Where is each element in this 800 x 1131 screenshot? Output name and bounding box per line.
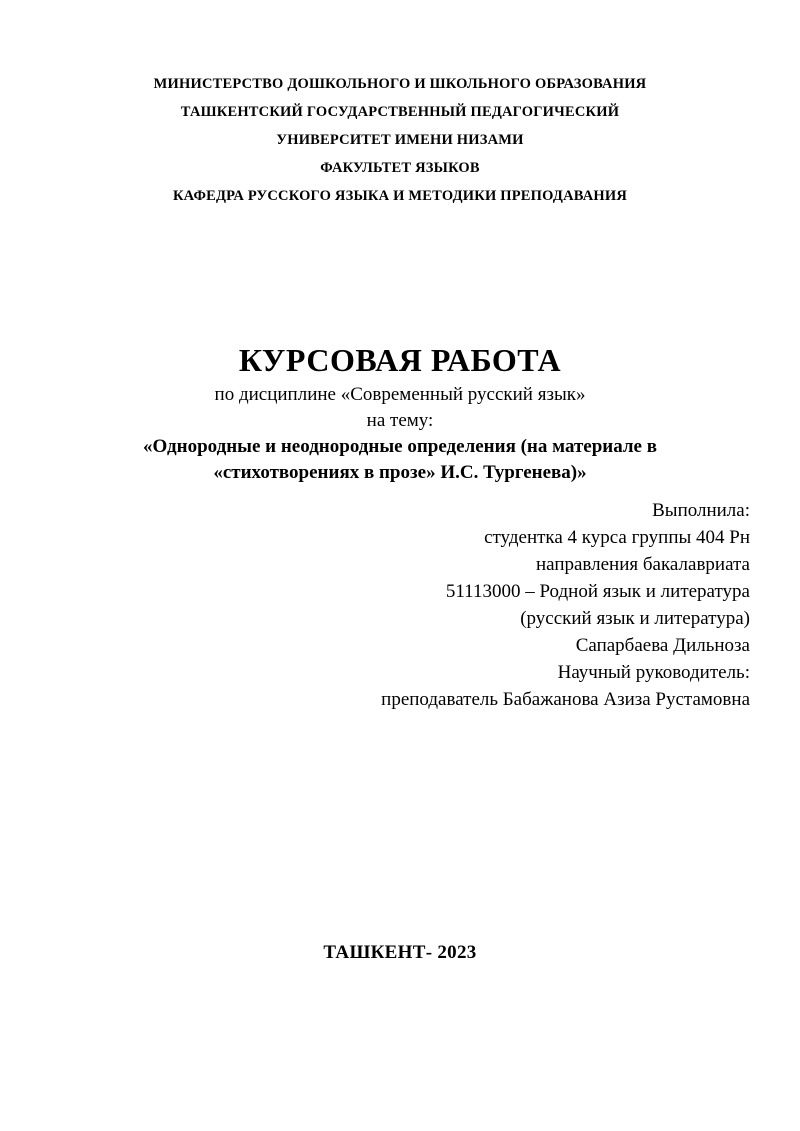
work-title-block <box>0 341 800 486</box>
topic-intro-label: на тему: <box>366 410 434 431</box>
author-course-group: студентка 4 курса группы 404 Рн <box>484 527 750 548</box>
author-program-level: направления бакалавриата <box>535 554 750 575</box>
author-name: Сапарбаева Дильноза <box>575 635 750 656</box>
footer <box>0 942 800 964</box>
discipline-line: по дисциплине «Современный русский язык» <box>214 384 586 405</box>
topic-line-2: «стихотворениях в прозе» И.С. Тургенева)» <box>213 462 587 483</box>
author-label: Выполнила: <box>652 500 750 521</box>
supervisor-name: преподаватель Бабажанова Азиза Рустамовна <box>381 689 750 710</box>
institution-line-department: КАФЕДРА РУССКОГО ЯЗЫКА И МЕТОДИКИ ПРЕПОДАВАНИЯ <box>172 188 628 204</box>
author-program-specialization: (русский язык и литература) <box>520 608 750 629</box>
topic-line-1: «Однородные и неоднородные определения (на материале в <box>142 436 658 457</box>
author-program-code: 51113000 – Родной язык и литература <box>445 581 750 602</box>
institution-line-university-1: ТАШКЕНТСКИЙ ГОСУДАРСТВЕННЫЙ ПЕДАГОГИЧЕСКИЙ <box>180 104 620 120</box>
supervisor-label: Научный руководитель: <box>557 662 750 683</box>
institution-line-university-2: УНИВЕРСИТЕТ ИМЕНИ НИЗАМИ <box>276 132 524 148</box>
work-type-heading: КУРСОВАЯ РАБОТА <box>238 342 562 378</box>
institution-line-faculty: ФАКУЛЬТЕТ ЯЗЫКОВ <box>320 160 480 176</box>
institution-line-ministry: МИНИСТЕРСТВО ДОШКОЛЬНОГО И ШКОЛЬНОГО ОБРАЗОВАНИЯ <box>153 76 647 92</box>
author-block <box>230 497 750 659</box>
supervisor-block <box>230 659 750 713</box>
institution-header <box>0 70 800 210</box>
footer-place-year: ТАШКЕНТ- 2023 <box>323 942 477 963</box>
